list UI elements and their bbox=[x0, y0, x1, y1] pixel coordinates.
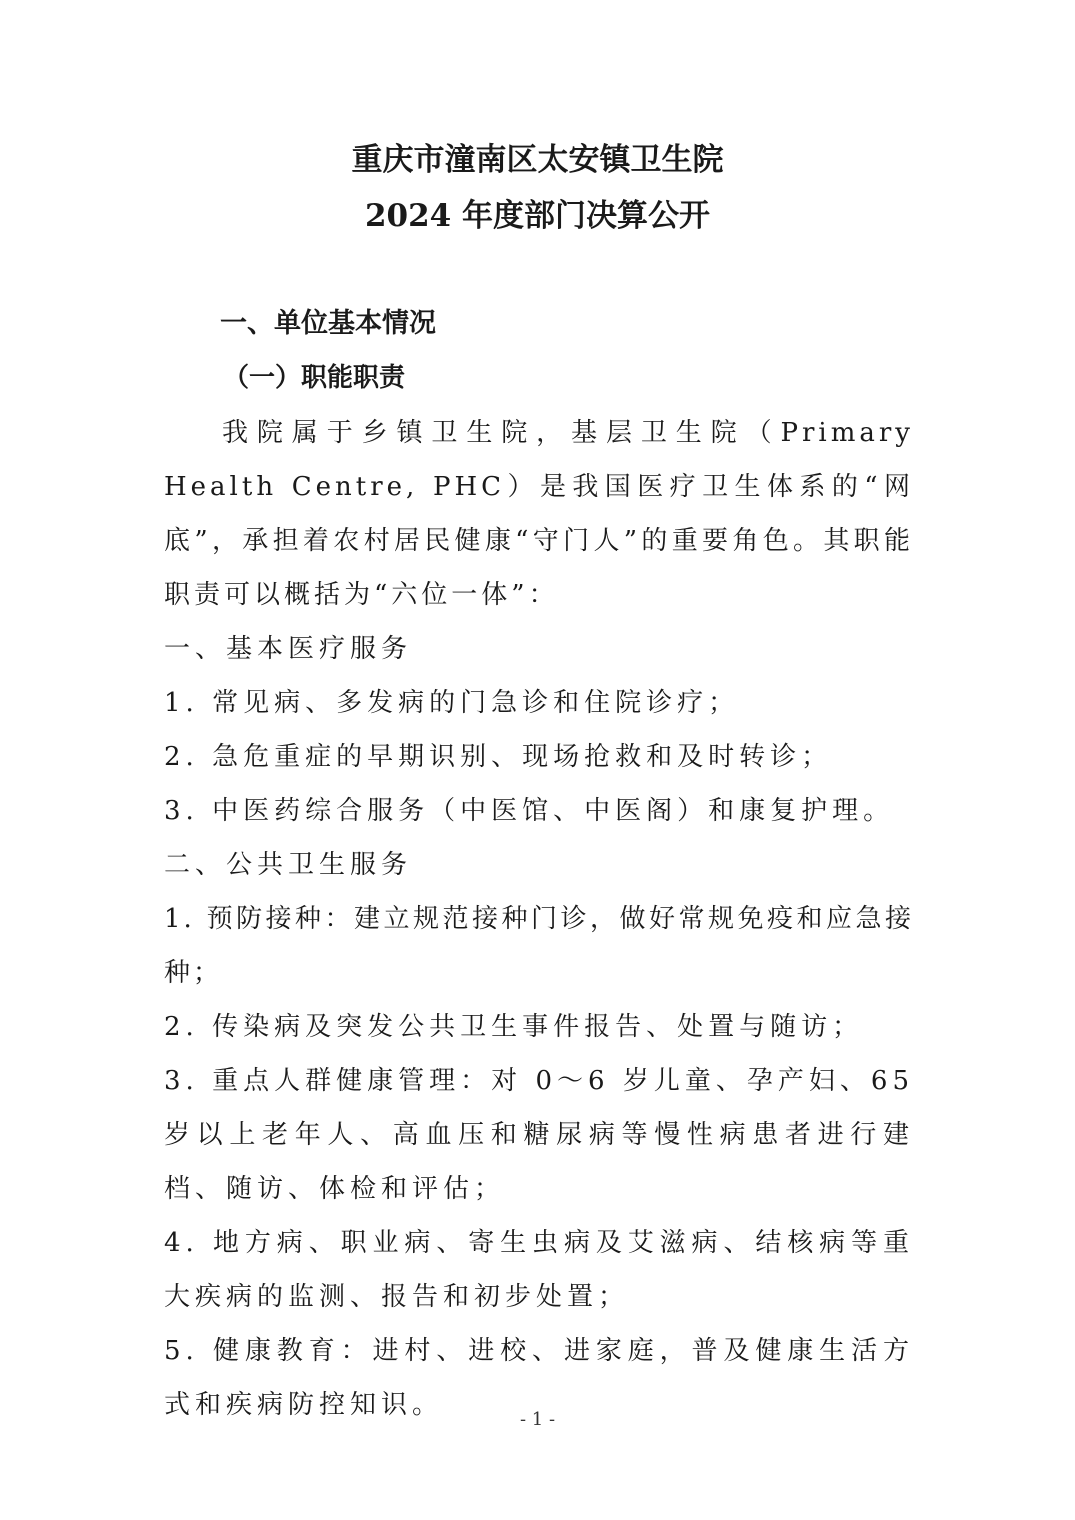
document-title-line2: 2024 年度部门决算公开 bbox=[364, 198, 711, 234]
list-item: 1. 预防接种：建立规范接种门诊，做好常规免疫和应急接种； bbox=[164, 904, 914, 988]
list-item: 2. 急危重症的早期识别、现场抢救和及时转诊； bbox=[164, 742, 833, 772]
list-item: 5. 健康教育：进村、进校、进家庭，普及健康生活方式和疾病防控知识。 bbox=[164, 1336, 914, 1420]
page-number: - 1 - bbox=[519, 1409, 556, 1430]
list-item: 1. 常见病、多发病的门急诊和住院诊疗； bbox=[164, 688, 740, 718]
document-title-line1: 重庆市潼南区太安镇卫生院 bbox=[351, 142, 724, 178]
list-item: 4. 地方病、职业病、寄生虫病及艾滋病、结核病等重大疾病的监测、报告和初步处置； bbox=[164, 1228, 914, 1312]
list-item: 3. 中医药综合服务（中医馆、中医阁）和康复护理。 bbox=[164, 796, 895, 826]
group2-heading: 二、公共卫生服务 bbox=[164, 850, 413, 880]
group1-heading: 一、基本医疗服务 bbox=[164, 634, 413, 664]
section-heading: 一、单位基本情况 bbox=[220, 308, 436, 339]
list-item: 3. 重点人群健康管理：对 0～6 岁儿童、孕产妇、65 岁以上老年人、高血压和糖尿病等慢性病患者进行建档、随访、体检和评估； bbox=[164, 1066, 914, 1204]
list-item: 2. 传染病及突发公共卫生事件报告、处置与随访； bbox=[164, 1012, 864, 1042]
document-body bbox=[164, 406, 914, 1432]
subsection-heading: （一）职能职责 bbox=[223, 363, 406, 393]
intro-paragraph: 我院属于乡镇卫生院，基层卫生院（Primary Health Centre, PHC）是我国医疗卫生体系的“网底”，承担着农村居民健康“守门人”的重要角色。其职能职责可以概括为“六位一体”： bbox=[164, 418, 914, 610]
